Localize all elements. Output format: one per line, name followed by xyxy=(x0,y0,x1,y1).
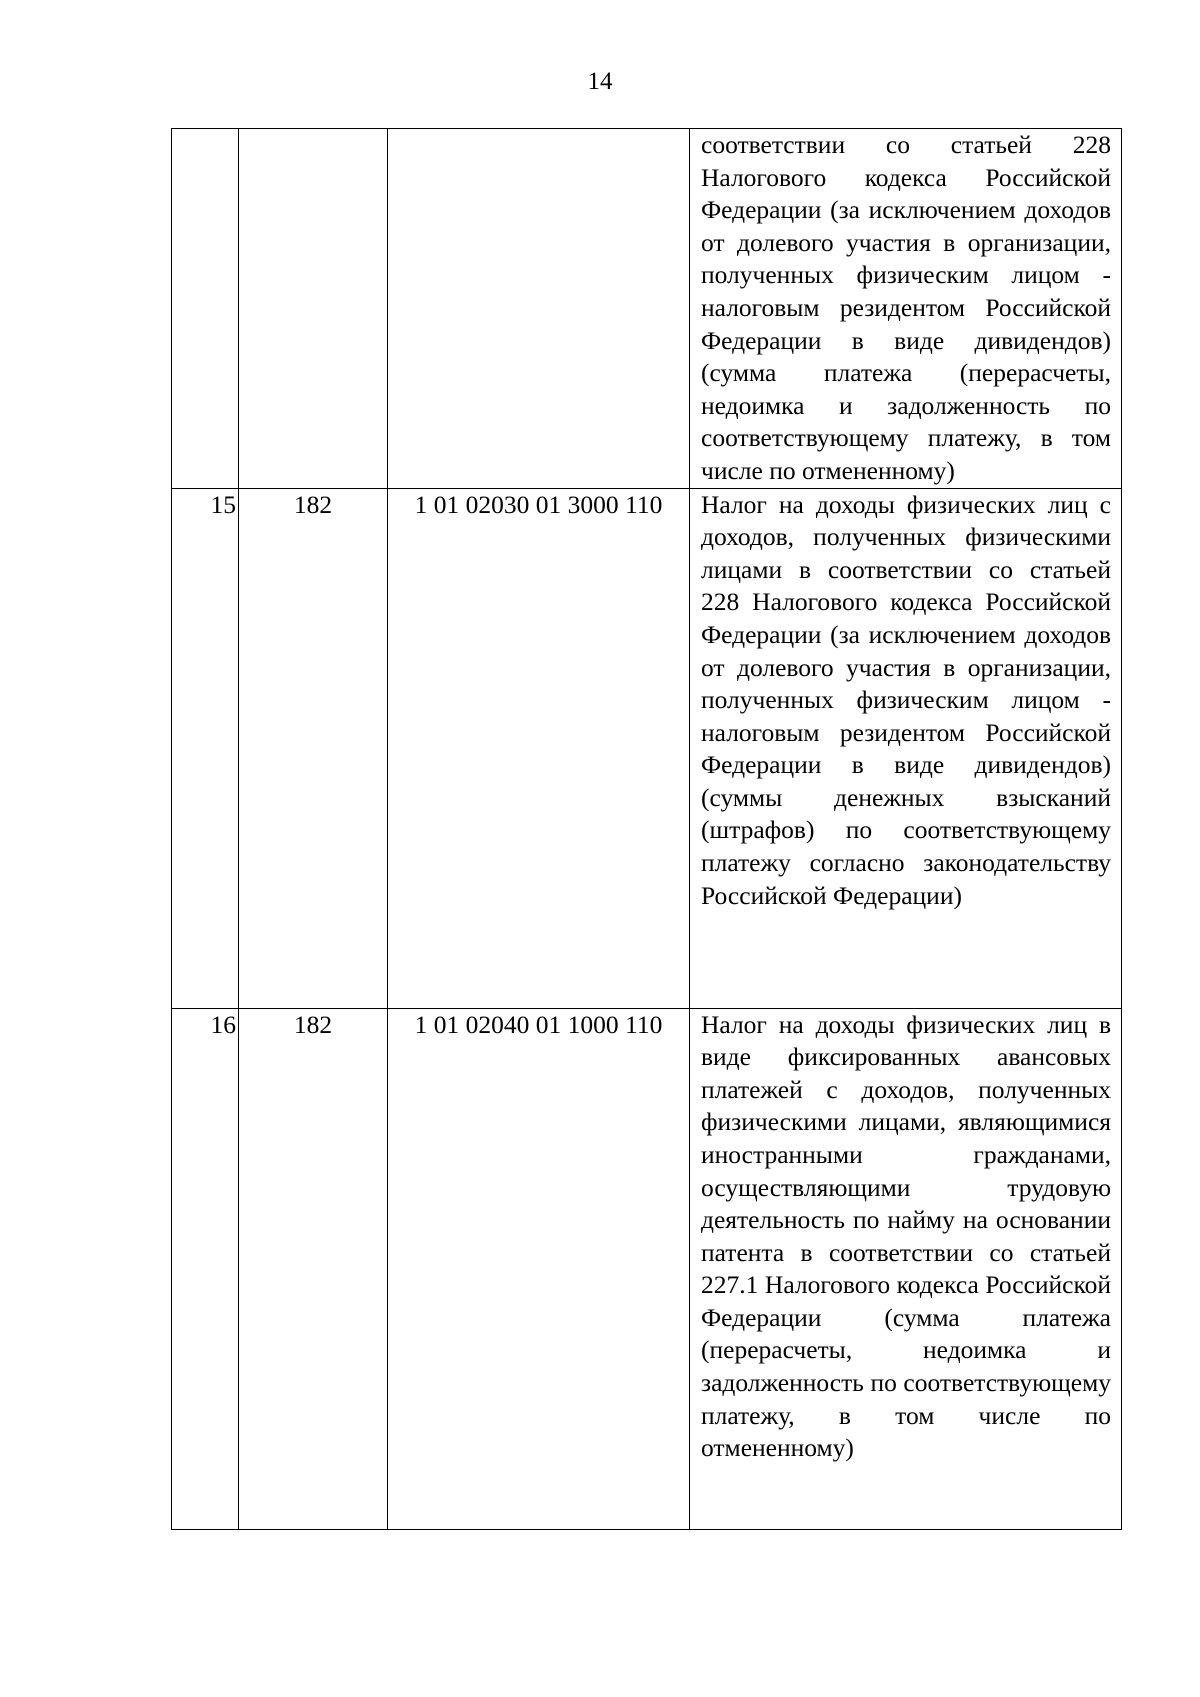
page-number: 14 xyxy=(587,68,613,95)
admin-code-cell: 182 xyxy=(239,1008,388,1529)
description-cell: соответствии со статьей 228 Налогового кодекса Российской Федерации (за исключением доходов от долевого участия в организации, полученных физическим лицом - налоговым резидентом Российской Федерации в виде дивидендов) (сумма платежа (перерасчеты, недоимка и задолженность по соответствующему платежу, в том числе по отмененному) xyxy=(690,129,1122,489)
kbk-code-cell: 1 01 02030 01 3000 110 xyxy=(388,488,690,1008)
budget-codes-table xyxy=(171,128,1122,1530)
row-number-cell: 16 xyxy=(172,1008,239,1529)
admin-code-cell xyxy=(239,129,388,489)
table-row xyxy=(172,129,1122,489)
description-cell: Налог на доходы физических лиц с доходов, полученных физическими лицами в соответствии со статьей 228 Налогового кодекса Российской Федерации (за исключением доходов от долевого участия в организации, полученных физическим лицом - налоговым резидентом Российской Федерации в виде дивидендов) (суммы денежных взысканий (штрафов) по соответствующему платежу согласно законодательству Российской Федерации) xyxy=(690,488,1122,1008)
table-row xyxy=(172,488,1122,1008)
kbk-code-cell: 1 01 02040 01 1000 110 xyxy=(388,1008,690,1529)
table-row xyxy=(172,1008,1122,1529)
description-cell: Налог на доходы физических лиц в виде фиксированных авансовых платежей с доходов, полученных физическими лицами, являющимися иностранными гражданами, осуществляющими трудовую деятельность по найму на основании патента в соответствии со статьей 227.1 Налогового кодекса Российской Федерации (сумма платежа (перерасчеты, недоимка и задолженность по соответствующему платежу, в том числе по отмененному) xyxy=(690,1008,1122,1529)
kbk-code-cell xyxy=(388,129,690,489)
row-number-cell xyxy=(172,129,239,489)
row-number-cell: 15 xyxy=(172,488,239,1008)
admin-code-cell: 182 xyxy=(239,488,388,1008)
